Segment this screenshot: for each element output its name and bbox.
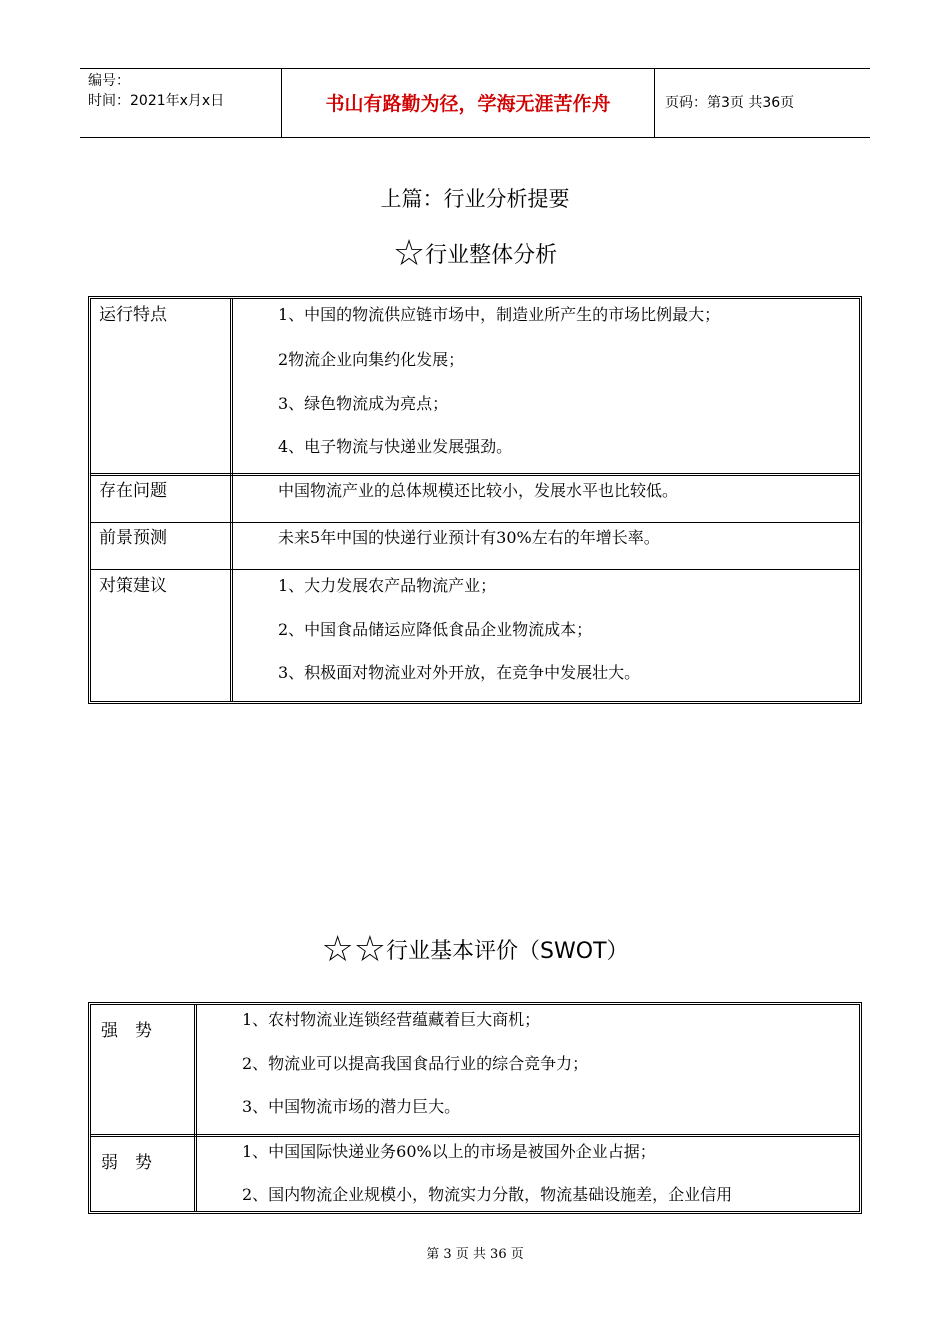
row-label: 存在问题 [99,481,167,501]
section-title-overall [0,234,950,276]
row-item: 1、大力发展农产品物流产业； [278,576,497,595]
row-label: 对策建议 [99,576,167,596]
row-item: 3、中国物流市场的潜力巨大。 [242,1097,461,1116]
swot-table [88,1002,862,1214]
row-item: 4、电子物流与快递业发展强劲。 [278,437,513,456]
row-label: 弱 势 [101,1153,152,1173]
motto-text: 书山有路勤为径，学海无涯苦作舟 [325,93,611,115]
row-item: 未来5年中国的快递行业预计有30%左右的年增长率。 [278,528,660,547]
row-label: 运行特点 [99,305,167,325]
row-item: 1、中国的物流供应链市场中，制造业所产生的市场比例最大； [278,305,721,324]
page-number-label: 页码：第3页 共36页 [665,95,795,111]
header-meta [80,69,280,137]
overall-analysis-table [88,296,862,704]
number-label: 编号： [88,73,130,89]
section-title-text: 行业整体分析 [425,243,558,268]
row-divider [91,473,859,476]
page-footer: 第 3 页 共 36 页 [426,1247,524,1262]
row-item: 2、国内物流企业规模小，物流实力分散，物流基础设施差，企业信用 [242,1185,733,1204]
row-item: 3、绿色物流成为亮点； [278,394,449,413]
header-motto-cell [281,69,655,137]
page-header [80,68,870,138]
column-divider [230,299,233,701]
row-item: 2、中国食品储运应降低食品企业物流成本； [278,620,593,639]
row-item: 1、农村物流业连锁经营蕴藏着巨大商机； [242,1010,541,1029]
row-item: 2、物流业可以提高我国食品行业的综合竞争力； [242,1054,589,1073]
section-title-text: 行业基本评价（SWOT） [386,939,629,964]
row-divider [91,1134,859,1137]
column-divider [194,1005,197,1211]
row-divider [91,522,859,523]
row-label: 强 势 [101,1021,152,1041]
row-label: 前景预测 [99,528,167,548]
star-icon: ☆ [392,233,426,274]
row-item: 1、中国国际快递业务60%以上的市场是被国外企业占据； [242,1142,656,1161]
part-title: 上篇：行业分析提要 [380,187,570,211]
row-item: 2物流企业向集约化发展； [278,350,465,369]
row-divider [91,569,859,570]
section-title-swot [0,930,950,972]
time-label: 时间：2021年x月x日 [88,93,225,109]
row-item: 3、积极面对物流业对外开放，在竞争中发展壮大。 [278,663,641,682]
two-stars-icon: ☆☆ [321,929,387,970]
row-item: 中国物流产业的总体规模还比较小，发展水平也比较低。 [278,481,679,500]
